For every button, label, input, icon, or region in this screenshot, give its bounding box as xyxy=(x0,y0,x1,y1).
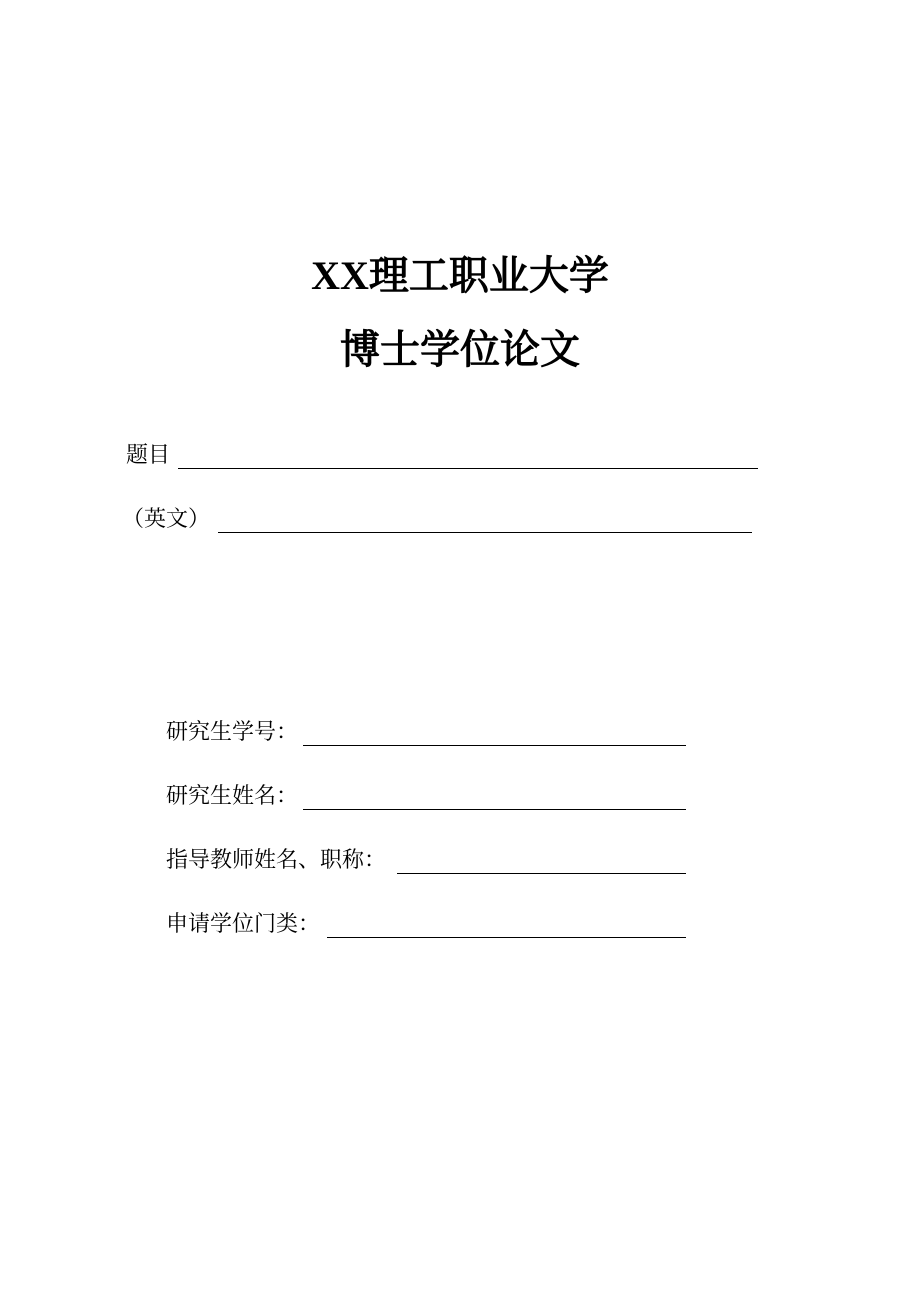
student-name-label: 研究生姓名： xyxy=(166,784,299,809)
degree-category-field xyxy=(166,910,688,944)
english-title-label: （英文） xyxy=(122,507,211,532)
degree-category-label: 申请学位门类： xyxy=(166,912,321,937)
advisor-blank-line[interactable] xyxy=(397,873,686,874)
student-name-field xyxy=(166,782,688,816)
student-id-field xyxy=(166,718,688,752)
degree-category-blank-line[interactable] xyxy=(327,937,686,938)
english-title-field xyxy=(122,505,754,539)
advisor-label: 指导教师姓名、职称： xyxy=(166,848,387,873)
university-title xyxy=(0,248,920,304)
title-blank-line[interactable] xyxy=(178,468,758,469)
student-id-blank-line[interactable] xyxy=(303,745,686,746)
student-name-blank-line[interactable] xyxy=(303,809,686,810)
english-title-blank-line[interactable] xyxy=(218,532,752,533)
thesis-type-title: 博士学位论文 xyxy=(340,327,580,373)
advisor-field xyxy=(166,846,688,880)
student-id-label: 研究生学号： xyxy=(166,720,299,745)
title-label: 题目 xyxy=(126,443,171,468)
university-name: 理工职业大学 xyxy=(368,253,609,299)
title-field xyxy=(126,441,758,475)
university-prefix: XX xyxy=(311,253,369,298)
